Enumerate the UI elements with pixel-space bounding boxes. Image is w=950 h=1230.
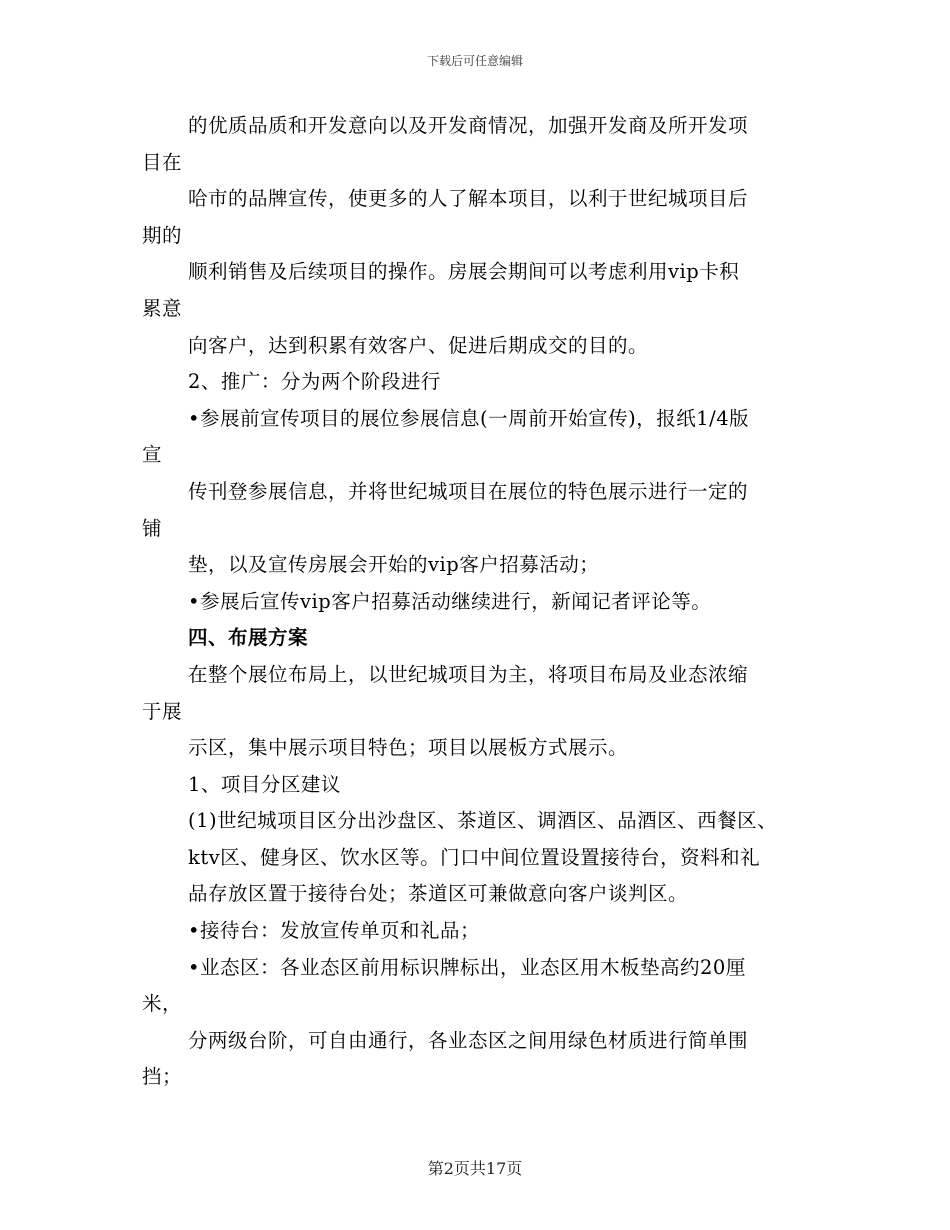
paragraph-line: 品存放区置于接待台处；茶道区可兼做意向客户谈判区。 bbox=[188, 882, 689, 906]
paragraph-line: 在整个展位布局上，以世纪城项目为主，将项目布局及业态浓缩 bbox=[188, 662, 749, 686]
section-heading: 四、布展方案 bbox=[188, 626, 309, 650]
paragraph-line: 分两级台阶，可自由通行，各业态区之间用绿色材质进行简单围 bbox=[188, 1028, 749, 1052]
paragraph-line: •参展前宣传项目的展位参展信息(一周前开始宣传)，报纸1/4版 bbox=[188, 406, 750, 430]
paragraph-line: 1、项目分区建议 bbox=[188, 772, 341, 796]
paragraph-line: 传刊登参展信息，并将世纪城项目在展位的特色展示进行一定的 bbox=[188, 479, 749, 503]
paragraph-line: 挡； bbox=[142, 1065, 183, 1089]
paragraph-line: ktv区、健身区、饮水区等。门口中间位置设置接待台，资料和礼 bbox=[188, 845, 761, 869]
paragraph-line: 顺利销售及后续项目的操作。房展会期间可以考虑利用vip卡积 bbox=[188, 260, 740, 284]
paragraph-line: 铺 bbox=[142, 516, 163, 540]
paragraph-line: 宣 bbox=[142, 443, 163, 467]
paragraph-line: (1)世纪城项目区分出沙盘区、茶道区、调酒区、品酒区、西餐区、 bbox=[188, 809, 778, 833]
document-body bbox=[142, 108, 822, 1096]
page-number: 第2页共17页 bbox=[427, 1159, 523, 1178]
page-header: 下载后可任意编辑 bbox=[426, 54, 523, 68]
paragraph-line: 目在 bbox=[142, 150, 183, 174]
paragraph-line: •参展后宣传vip客户招募活动继续进行，新闻记者评论等。 bbox=[188, 589, 712, 613]
paragraph-line: 哈市的品牌宣传，使更多的人了解本项目，以利于世纪城项目后 bbox=[188, 187, 749, 211]
paragraph-line: 垫，以及宣传房展会开始的vip客户招募活动； bbox=[188, 553, 600, 577]
paragraph-line: 2、推广：分为两个阶段进行 bbox=[188, 370, 441, 394]
paragraph-line: 期的 bbox=[142, 223, 183, 247]
paragraph-line: 累意 bbox=[142, 296, 183, 320]
paragraph-line: 米， bbox=[142, 992, 183, 1016]
paragraph-line: •接待台：发放宣传单页和礼品； bbox=[188, 919, 481, 943]
paragraph-line: 于展 bbox=[142, 699, 183, 723]
paragraph-line: 向客户，达到积累有效客户、促进后期成交的目的。 bbox=[188, 333, 649, 357]
paragraph-line: 示区，集中展示项目特色；项目以展板方式展示。 bbox=[188, 736, 629, 760]
paragraph-line: 的优质品质和开发意向以及开发商情况，加强开发商及所开发项 bbox=[188, 114, 749, 137]
paragraph-line: •业态区：各业态区前用标识牌标出，业态区用木板垫高约20厘 bbox=[188, 955, 746, 979]
